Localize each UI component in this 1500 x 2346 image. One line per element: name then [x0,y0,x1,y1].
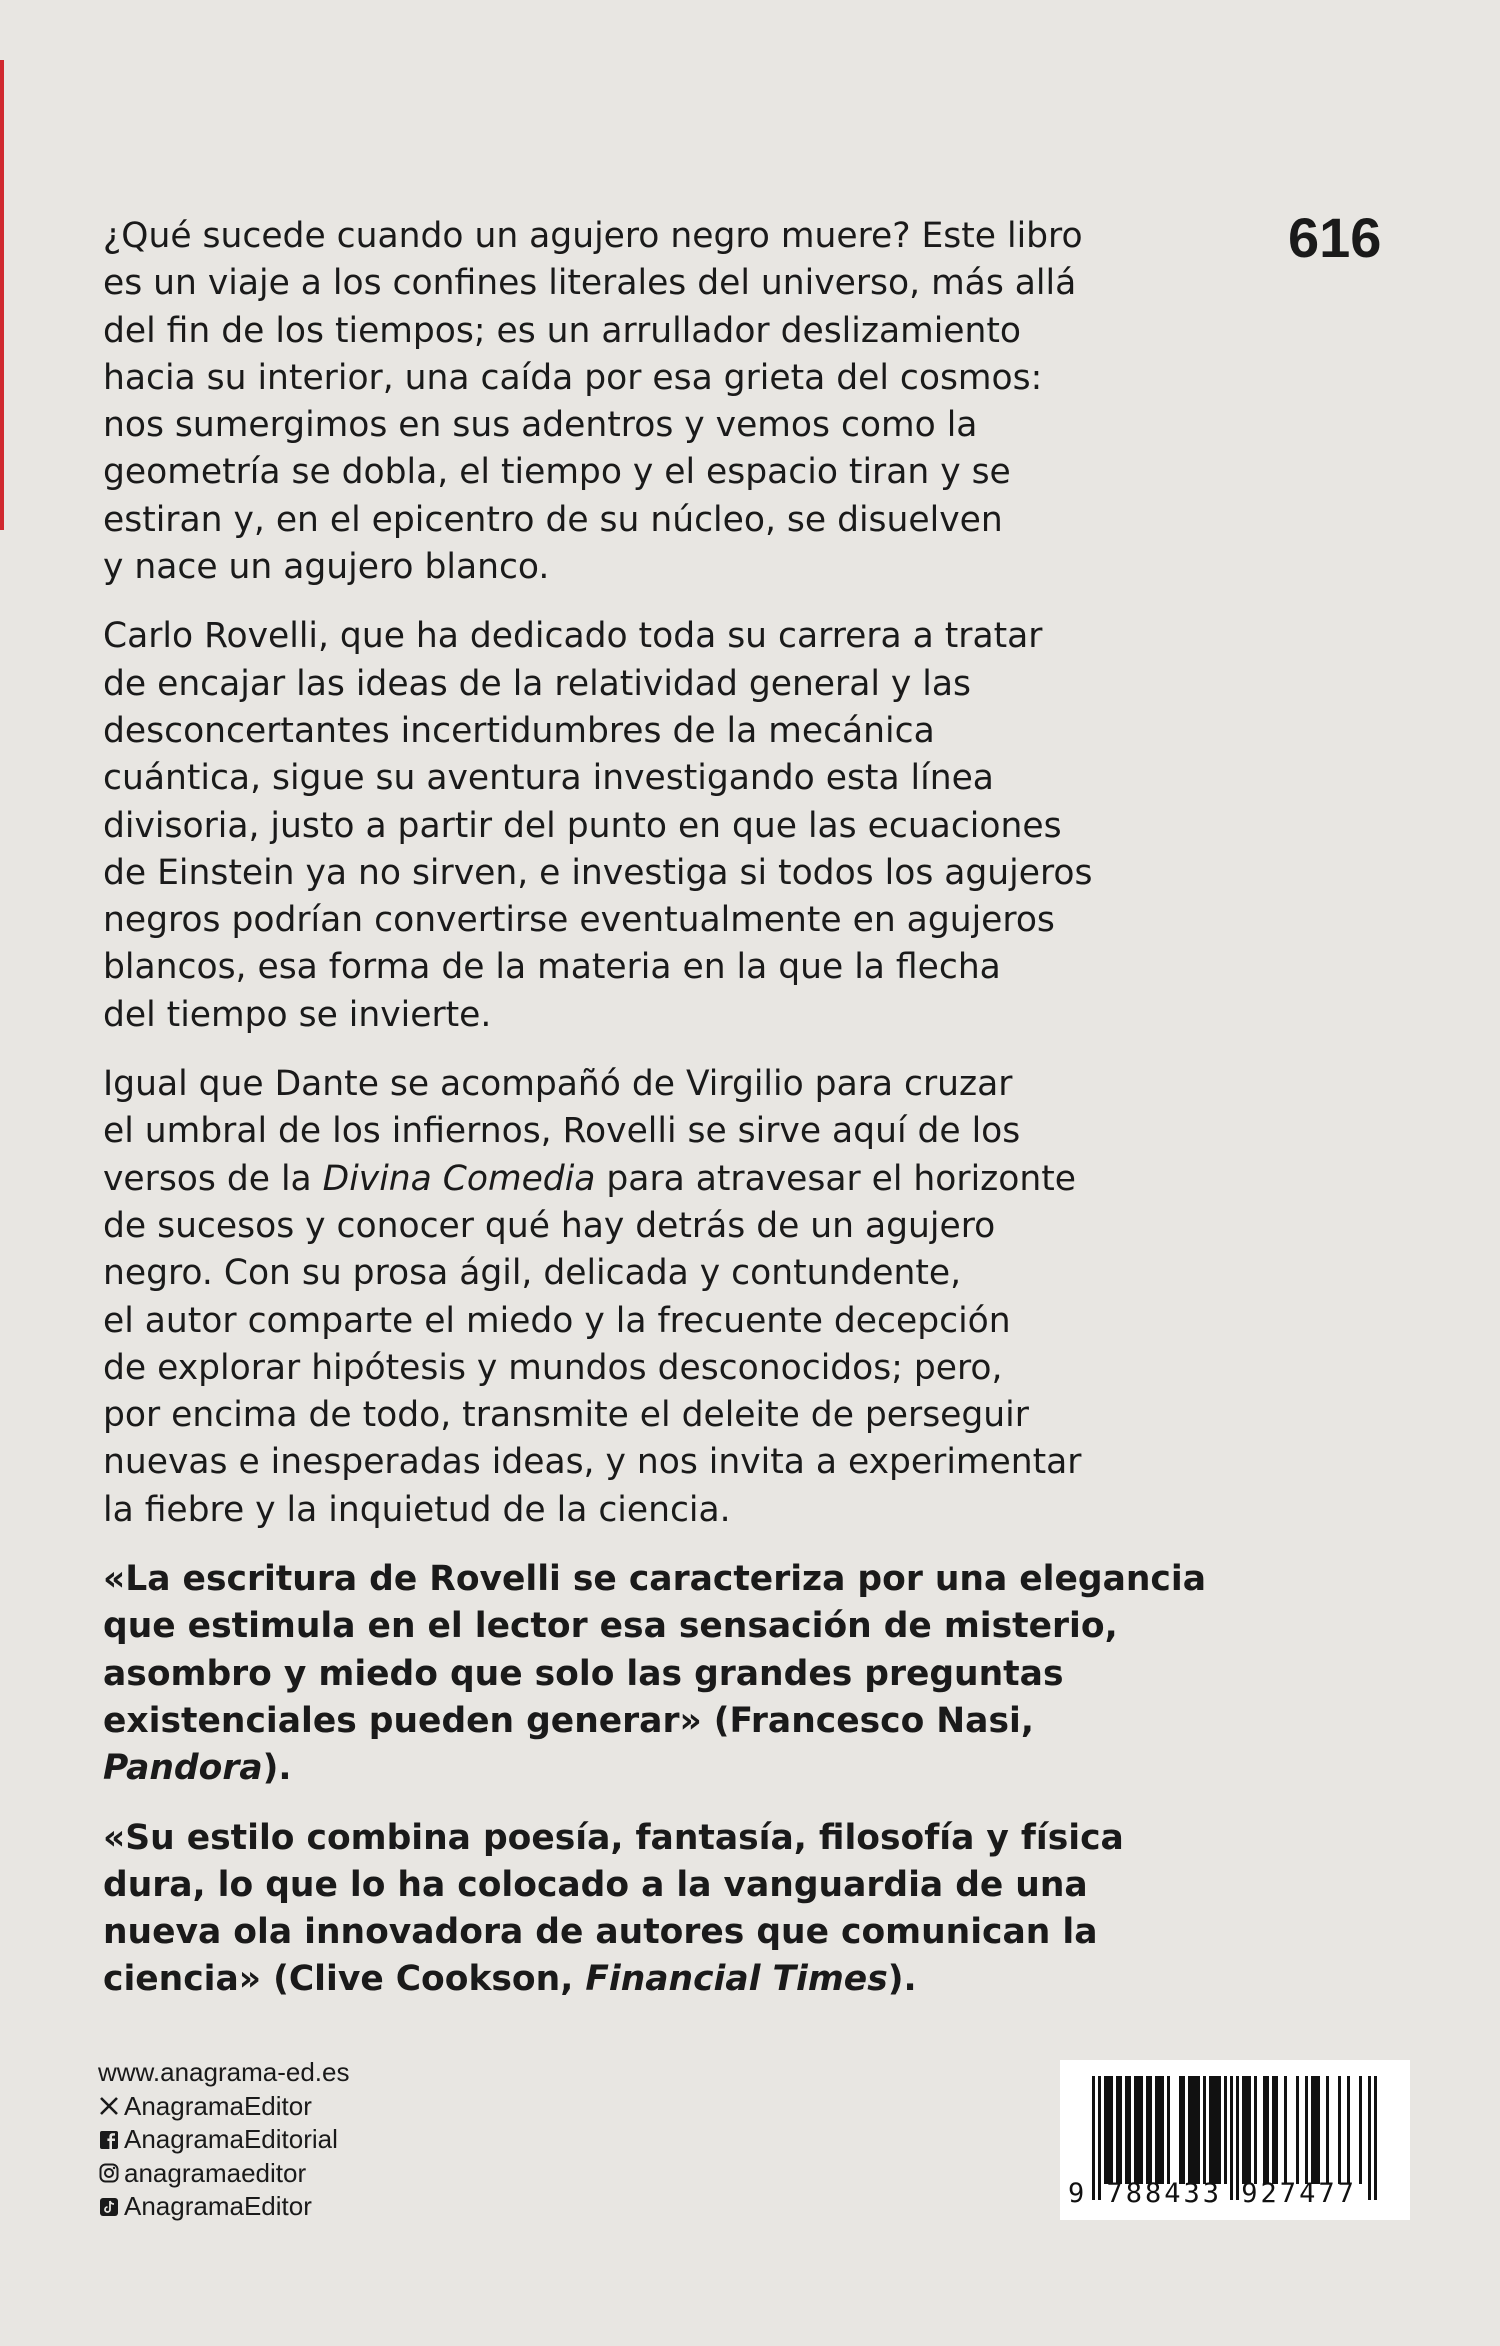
text-line: desconcertantes incertidumbres de la mecánica [103,710,935,751]
text-line: negro. Con su prosa ágil, delicada y contundente, [103,1253,962,1294]
text-segment: versos de la [103,1158,323,1199]
barcode-bar [1167,2076,1170,2184]
barcode-bar [1305,2076,1308,2184]
text-line: el autor comparte el miedo y la frecuente decepción [103,1300,1011,1341]
text-line: del tiempo se invierte. [103,994,492,1035]
quote-line: existenciales pueden generar» (Francesco Nasi, [103,1700,1034,1741]
back-cover-text [103,213,1206,2026]
text-line: de sucesos y conocer qué hay detrás de un agujero [103,1205,996,1246]
isbn-number: 9 788433 927477 [1068,2178,1357,2209]
barcode-bar [1158,2076,1161,2184]
text-line: de encajar las ideas de la relatividad general y las [103,663,971,704]
barcode-bar [1191,2076,1194,2184]
text-line: estiran y, en el epicentro de su núcleo, se disuelven [103,499,1003,540]
barcode-bar [1314,2076,1317,2184]
barcode-bar [1359,2076,1362,2184]
barcode-bar [1107,2076,1110,2184]
series-number: 616 [1288,206,1382,269]
text-line: nuevas e inesperadas ideas, y nos invita a experimentar [103,1442,1082,1483]
text-line: el umbral de los infiernos, Rovelli se sirve aquí de los [103,1111,1021,1152]
barcode-bar [1326,2076,1329,2184]
quote-line [103,1959,917,1999]
text-line: Igual que Dante se acompañó de Virgilio para cruzar [103,1064,1013,1105]
barcode-bar [1209,2076,1212,2184]
quote-source-financial-times: Financial Times [585,1959,888,2000]
spine-red-edge [0,60,4,530]
text-line: nos sumergimos en sus adentros y vemos como la [103,405,978,446]
text-line: blancos, esa forma de la materia en la que la flecha [103,947,1001,988]
tiktok-icon [98,2196,120,2218]
barcode-bar [1137,2076,1140,2184]
text-line: cuántica, sigue su aventura investigando esta línea [103,758,994,799]
quote-source-pandora: Pandora [103,1748,263,1789]
publisher-contact [98,2056,349,2224]
tiktok-row [98,2190,349,2224]
barcode-bar [1347,2076,1350,2184]
barcode-bar [1263,2076,1266,2184]
website-row [98,2056,349,2090]
press-quote-1 [103,1556,1206,1792]
barcode-bar [1296,2076,1299,2184]
text-segment: ). [887,1959,917,2000]
barcode-bar [1218,2076,1221,2184]
quote-line [103,1748,292,1788]
text-line: hacia su interior, una caída por esa grieta del cosmos: [103,357,1043,398]
barcode-bar [1284,2076,1287,2184]
text-line: geometría se dobla, el tiempo y el espacio tiran y se [103,452,1011,493]
facebook-handle[interactable]: AnagramaEditorial [124,2124,338,2154]
description-paragraph-2 [103,613,1093,1039]
text-segment: ciencia» (Clive Cookson, [103,1959,586,2000]
instagram-handle[interactable]: anagramaeditor [124,2157,307,2188]
barcode-bar [1242,2076,1245,2184]
x-icon [98,2095,120,2117]
barcode-bar [1245,2076,1248,2184]
text-line: negros podrían convertirse eventualmente en agujeros [103,900,1055,941]
description-paragraph-3 [103,1061,1088,1534]
barcode-bar [1275,2076,1278,2184]
barcode-bar [1194,2076,1197,2184]
text-line: por encima de todo, transmite el deleite de perseguir [103,1395,1029,1436]
barcode-bar [1338,2076,1341,2184]
barcode-bar [1110,2076,1113,2184]
barcode-bar [1254,2076,1257,2184]
text-line: del fin de los tiempos; es un arrullador deslizamiento [103,310,1022,351]
tiktok-handle[interactable]: AnagramaEditor [124,2191,312,2221]
barcode-bar [1134,2076,1137,2184]
barcode-bar [1203,2076,1206,2184]
quote-line: nueva ola innovadora de autores que comunican la [103,1912,1098,1953]
description-paragraph-1 [103,213,1088,591]
text-line: la fiebre y la inquietud de la ciencia. [103,1489,731,1530]
quote-line: «La escritura de Rovelli se caracteriza por una elegancia [103,1559,1206,1600]
barcode-bar [1146,2076,1149,2184]
barcode-bar [1104,2076,1107,2184]
website-link[interactable]: www.anagrama-ed.es [98,2057,350,2087]
press-quote-2 [103,1815,1124,2004]
barcode-bar [1155,2076,1158,2184]
text-line: divisoria, justo a partir del punto en que las ecuaciones [103,805,1062,846]
barcode-bar [1197,2076,1200,2184]
facebook-row [98,2123,349,2157]
text-line: de Einstein ya no sirven, e investiga si todos los agujeros [103,852,1093,893]
book-title-divina-comedia: Divina Comedia [322,1158,596,1199]
barcode-bar [1311,2076,1314,2184]
facebook-icon [98,2129,120,2151]
x-row [98,2090,349,2124]
barcode-bar [1266,2076,1269,2184]
barcode-bar [1116,2076,1119,2184]
barcode-bar [1125,2076,1128,2184]
barcode-bar [1179,2076,1182,2184]
text-line: es un viaje a los confines literales del universo, más allá [103,263,1077,304]
text-line: de explorar hipótesis y mundos desconocidos; pero, [103,1347,1003,1388]
barcode-bar [1119,2076,1122,2184]
quote-line: dura, lo que lo ha colocado a la vanguardia de una [103,1864,1088,1905]
barcode-bar [1317,2076,1320,2184]
instagram-icon [98,2162,120,2184]
barcode-bar [1161,2076,1164,2184]
text-line: y nace un agujero blanco. [103,547,550,588]
quote-line: «Su estilo combina poesía, fantasía, filosofía y física [103,1817,1124,1858]
instagram-row [98,2157,349,2191]
barcode-bar [1128,2076,1131,2184]
barcode-bar [1188,2076,1191,2184]
barcode-bar [1248,2076,1251,2184]
text-line: ¿Qué sucede cuando un agujero negro muere? Este libro [103,216,1083,256]
barcode-bar [1215,2076,1218,2184]
barcode-bar [1182,2076,1185,2184]
barcode-bar [1272,2076,1275,2184]
quote-line: asombro y miedo que solo las grandes preguntas [103,1653,1064,1694]
barcode-bar [1224,2076,1227,2184]
text-segment: para atravesar el horizonte [595,1158,1076,1199]
text-line: Carlo Rovelli, que ha dedicado toda su carrera a tratar [103,616,1043,657]
quote-line: que estimula en el lector esa sensación de misterio, [103,1606,1118,1647]
barcode-bar [1140,2076,1143,2184]
barcode-bar [1149,2076,1152,2184]
text-line [103,1159,1076,1199]
text-segment: ). [262,1748,292,1789]
barcode-bar [1212,2076,1215,2184]
x-handle[interactable]: AnagramaEditor [124,2090,312,2121]
